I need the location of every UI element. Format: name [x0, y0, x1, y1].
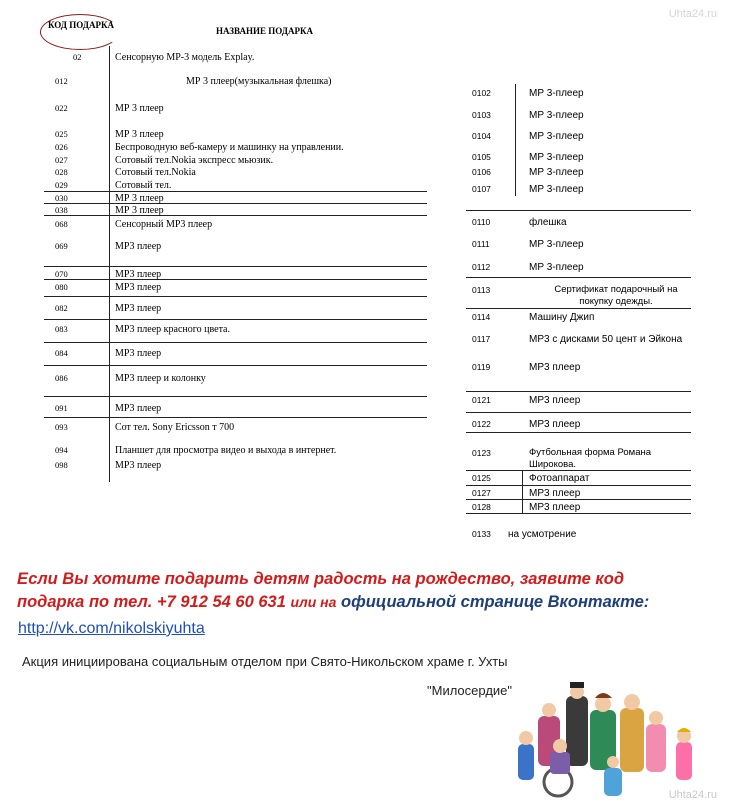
row-divider: [466, 308, 691, 309]
row-divider: [44, 396, 427, 397]
row-divider: [466, 412, 691, 413]
row-divider: [466, 277, 691, 278]
row-divider: [466, 210, 691, 211]
code-column-header: КОД ПОДАРКА: [47, 20, 115, 30]
row-divider: [466, 485, 691, 486]
row-divider: [44, 319, 427, 320]
right-column-divider: [515, 84, 516, 196]
people-illustration: [516, 682, 708, 800]
row-divider: [44, 279, 427, 280]
row-divider: [466, 391, 691, 392]
name-column-header: НАЗВАНИЕ ПОДАРКА: [216, 26, 313, 36]
watermark: Uhta24.ru: [668, 8, 717, 20]
row-divider: [44, 215, 427, 216]
slogan: "Милосердие": [427, 683, 513, 698]
row-divider: [466, 432, 691, 433]
organizer-note: Акция инициирована социальным отделом при Свято-Никольском храме г. Ухты: [22, 654, 508, 669]
row-divider: [44, 342, 427, 343]
call-to-action: [17, 568, 717, 614]
phone-number: +7 912 54 60 631: [156, 593, 286, 611]
cta-line-1: Если Вы хотите подарить детям радость на рождество, заявите код: [17, 570, 625, 588]
row-divider: [44, 417, 427, 418]
cta-or: или на: [290, 594, 337, 610]
row-divider: [44, 296, 427, 297]
watermark-bottom: Uhta24.ru: [668, 789, 717, 801]
vk-link[interactable]: http://vk.com/nikolskiyuhta: [18, 620, 205, 637]
vk-page-text: официальной странице Вконтакте:: [341, 593, 650, 611]
right-column-divider: [522, 470, 523, 513]
row-divider: [44, 365, 427, 366]
cta-text: подарка по тел.: [17, 593, 153, 611]
row-divider: [44, 203, 427, 204]
cta-line-2: [17, 591, 717, 614]
row-divider: [44, 266, 427, 267]
row-divider: [44, 191, 427, 192]
